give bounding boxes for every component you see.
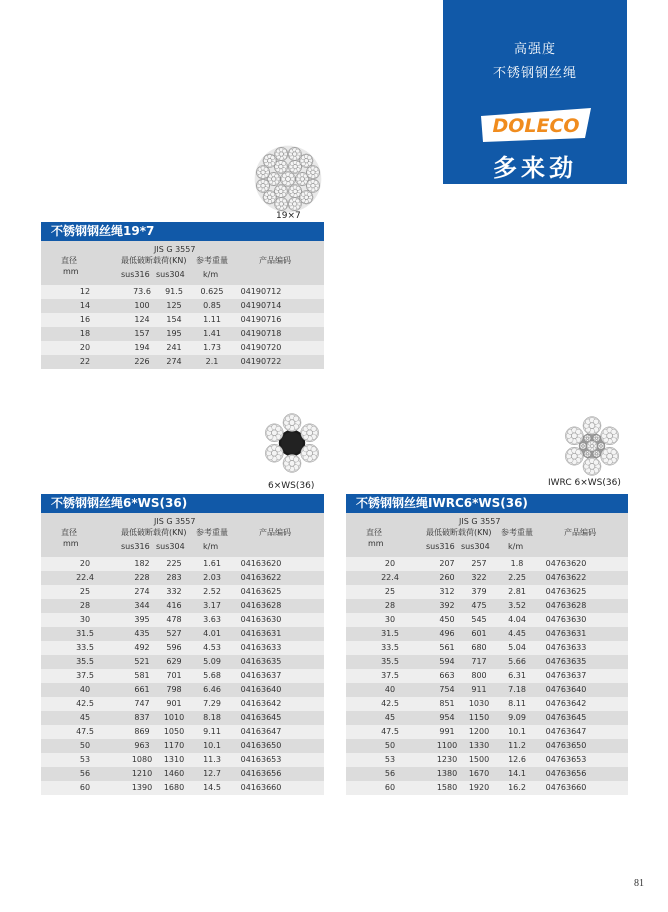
table-cell: 37.5 — [381, 671, 399, 680]
table-cell: 594 — [439, 657, 455, 666]
table-row — [41, 767, 324, 781]
table-row — [41, 781, 324, 795]
table-cell: 225 — [166, 559, 182, 568]
rope-caption-19x7: 19×7 — [276, 211, 301, 221]
table-cell: 124 — [134, 315, 150, 324]
table-cell: 22 — [79, 357, 91, 366]
table-cell: 1.11 — [203, 315, 221, 324]
table-6xws36 — [41, 494, 324, 795]
header-weight: 参考重量 — [501, 528, 533, 537]
table-cell: 274 — [134, 587, 150, 596]
table-row — [346, 725, 628, 739]
table-row — [41, 585, 324, 599]
table-cell: 04190716 — [240, 315, 282, 324]
header-diameter: 直径 — [61, 528, 77, 537]
table-cell: 53 — [384, 755, 396, 764]
table-row — [346, 739, 628, 753]
table-cell: 661 — [134, 685, 150, 694]
header-standard: JIS G 3557 — [154, 517, 196, 526]
table-cell: 31.5 — [381, 629, 399, 638]
table-cell: 450 — [439, 615, 455, 624]
table-cell: 344 — [134, 601, 150, 610]
table-cell: 04163637 — [240, 671, 282, 680]
rope-iwrc6xws36-cross-section-icon — [562, 416, 622, 476]
table-cell: 31.5 — [76, 629, 94, 638]
table-cell: 04163647 — [240, 727, 282, 736]
table-header — [41, 513, 324, 557]
table-cell: 379 — [471, 587, 487, 596]
table-cell: 04763631 — [545, 629, 587, 638]
table-cell: 04763642 — [545, 699, 587, 708]
table-cell: 04763635 — [545, 657, 587, 666]
table-cell: 257 — [471, 559, 487, 568]
table-row — [41, 285, 324, 299]
table-cell: 496 — [439, 629, 455, 638]
table-cell: 5.09 — [203, 657, 221, 666]
header-sus316: sus316 — [121, 270, 150, 279]
table-cell: 798 — [166, 685, 182, 694]
table-cell: 5.66 — [508, 657, 526, 666]
table-row — [346, 669, 628, 683]
table-cell: 11.3 — [203, 755, 221, 764]
table-cell: 1200 — [468, 727, 490, 736]
header-weight: 参考重量 — [196, 528, 228, 537]
table-cell: 1150 — [468, 713, 490, 722]
table-row — [346, 753, 628, 767]
table-cell: 53 — [79, 755, 91, 764]
table-cell: 1680 — [163, 783, 185, 792]
table-cell: 475 — [471, 601, 487, 610]
table-row — [346, 711, 628, 725]
table-cell: 04190720 — [240, 343, 282, 352]
table-cell: 1380 — [436, 769, 458, 778]
table-cell: 545 — [471, 615, 487, 624]
header-weight: 参考重量 — [196, 256, 228, 265]
header-product-code: 产品编码 — [564, 528, 596, 537]
header-weight-unit: k/m — [203, 270, 219, 279]
header-sus304: sus304 — [461, 542, 490, 551]
table-cell: 25 — [384, 587, 396, 596]
table-cell: 332 — [166, 587, 182, 596]
header-breaking-load: 最低破断载荷(KN) — [121, 528, 187, 537]
table-cell: 1460 — [163, 769, 185, 778]
table-cell: 1920 — [468, 783, 490, 792]
table-row — [41, 557, 324, 571]
table-cell: 04763620 — [545, 559, 587, 568]
table-cell: 1210 — [131, 769, 153, 778]
table-cell: 35.5 — [381, 657, 399, 666]
table-cell: 04163653 — [240, 755, 282, 764]
brand-tagline-2: 不锈钢钢丝绳 — [492, 66, 577, 81]
table-cell: 28 — [79, 601, 91, 610]
table-cell: 1310 — [163, 755, 185, 764]
table-body — [41, 285, 324, 369]
table-cell: 3.17 — [203, 601, 221, 610]
header-sus304: sus304 — [156, 270, 185, 279]
table-cell: 30 — [384, 615, 396, 624]
table-cell: 869 — [134, 727, 150, 736]
rope-caption-iwrc6xws36: IWRC 6×WS(36) — [548, 478, 621, 488]
table-iwrc6xws36 — [346, 494, 628, 795]
table-cell: 226 — [134, 357, 150, 366]
table-19x7 — [41, 222, 324, 369]
table-cell: 42.5 — [381, 699, 399, 708]
table-row — [41, 341, 324, 355]
table-cell: 851 — [439, 699, 455, 708]
table-cell: 33.5 — [76, 643, 94, 652]
table-cell: 1100 — [436, 741, 458, 750]
brand-name-cn: 多来劲 — [493, 154, 577, 182]
table-cell: 47.5 — [381, 727, 399, 736]
table-row — [346, 641, 628, 655]
table-body — [41, 557, 324, 795]
header-sus304: sus304 — [156, 542, 185, 551]
table-cell: 2.25 — [508, 573, 526, 582]
table-cell: 2.81 — [508, 587, 526, 596]
table-cell: 04163628 — [240, 601, 282, 610]
table-cell: 04163650 — [240, 741, 282, 750]
header-product-code: 产品编码 — [259, 528, 291, 537]
table-header — [346, 513, 628, 557]
table-cell: 35.5 — [76, 657, 94, 666]
table-cell: 194 — [134, 343, 150, 352]
table-cell: 04163630 — [240, 615, 282, 624]
table-cell: 1230 — [436, 755, 458, 764]
table-cell: 12.6 — [508, 755, 526, 764]
table-cell: 50 — [79, 741, 91, 750]
table-cell: 717 — [471, 657, 487, 666]
table-row — [41, 327, 324, 341]
table-cell: 561 — [439, 643, 455, 652]
table-row — [346, 585, 628, 599]
table-row — [41, 739, 324, 753]
table-cell: 125 — [166, 301, 182, 310]
table-cell: 11.2 — [508, 741, 526, 750]
table-cell: 04163625 — [240, 587, 282, 596]
table-row — [346, 767, 628, 781]
table-cell: 04163622 — [240, 573, 282, 582]
table-cell: 1500 — [468, 755, 490, 764]
table-cell: 521 — [134, 657, 150, 666]
table-cell: 1050 — [163, 727, 185, 736]
table-cell: 601 — [471, 629, 487, 638]
header-breaking-load: 最低破断载荷(KN) — [121, 256, 187, 265]
page-number: 81 — [634, 878, 644, 889]
table-cell: 2.52 — [203, 587, 221, 596]
table-cell: 04163640 — [240, 685, 282, 694]
header-product-code: 产品编码 — [259, 256, 291, 265]
header-weight-unit: k/m — [203, 542, 219, 551]
header-diameter-unit: mm — [368, 539, 384, 548]
table-cell: 747 — [134, 699, 150, 708]
table-cell: 478 — [166, 615, 182, 624]
table-body — [346, 557, 628, 795]
brand-tagline-1: 高强度 — [513, 42, 556, 57]
table-cell: 04763645 — [545, 713, 587, 722]
table-cell: 800 — [471, 671, 487, 680]
table-cell: 963 — [134, 741, 150, 750]
table-row — [41, 655, 324, 669]
table-cell: 1080 — [131, 755, 153, 764]
table-cell: 312 — [439, 587, 455, 596]
table-cell: 1.8 — [510, 559, 524, 568]
table-cell: 20 — [384, 559, 396, 568]
table-cell: 60 — [384, 783, 396, 792]
table-row — [41, 753, 324, 767]
table-cell: 14 — [79, 301, 91, 310]
table-cell: 45 — [79, 713, 91, 722]
table-cell: 20 — [79, 343, 91, 352]
table-cell: 04163656 — [240, 769, 282, 778]
table-cell: 91.5 — [165, 287, 183, 296]
table-cell: 04163642 — [240, 699, 282, 708]
table-cell: 8.11 — [508, 699, 526, 708]
table-cell: 16 — [79, 315, 91, 324]
table-cell: 527 — [166, 629, 182, 638]
table-cell: 701 — [166, 671, 182, 680]
table-cell: 0.85 — [203, 301, 221, 310]
table-cell: 04763647 — [545, 727, 587, 736]
table-cell: 0.625 — [200, 287, 224, 296]
table-cell: 581 — [134, 671, 150, 680]
table-cell: 22.4 — [381, 573, 399, 582]
table-cell: 56 — [384, 769, 396, 778]
table-cell: 04763625 — [545, 587, 587, 596]
table-cell: 3.52 — [508, 601, 526, 610]
table-cell: 195 — [166, 329, 182, 338]
table-cell: 4.04 — [508, 615, 526, 624]
header-weight-unit: k/m — [508, 542, 524, 551]
table-cell: 274 — [166, 357, 182, 366]
table-cell: 16.2 — [508, 783, 526, 792]
table-cell: 04763660 — [545, 783, 587, 792]
table-cell: 2.03 — [203, 573, 221, 582]
table-cell: 73.6 — [133, 287, 151, 296]
rope-caption-6xws36: 6×WS(36) — [268, 481, 315, 491]
table-cell: 991 — [439, 727, 455, 736]
table-cell: 663 — [439, 671, 455, 680]
table-cell: 50 — [384, 741, 396, 750]
header-diameter: 直径 — [61, 256, 77, 265]
table-cell: 3.63 — [203, 615, 221, 624]
header-standard: JIS G 3557 — [154, 245, 196, 254]
table-cell: 20 — [79, 559, 91, 568]
table-cell: 9.09 — [508, 713, 526, 722]
table-cell: 28 — [384, 601, 396, 610]
table-row — [41, 571, 324, 585]
table-cell: 1.73 — [203, 343, 221, 352]
table-row — [346, 655, 628, 669]
brand-panel — [443, 0, 627, 184]
table-cell: 12 — [79, 287, 91, 296]
table-cell: 228 — [134, 573, 150, 582]
table-row — [346, 781, 628, 795]
table-row — [41, 697, 324, 711]
table-cell: 1330 — [468, 741, 490, 750]
table-cell: 207 — [439, 559, 455, 568]
table-cell: 10.1 — [203, 741, 221, 750]
table-row — [346, 697, 628, 711]
table-cell: 283 — [166, 573, 182, 582]
table-row — [41, 299, 324, 313]
table-cell: 04163635 — [240, 657, 282, 666]
table-cell: 04163660 — [240, 783, 282, 792]
table-cell: 7.29 — [203, 699, 221, 708]
table-cell: 7.18 — [508, 685, 526, 694]
table-cell: 435 — [134, 629, 150, 638]
table-cell: 60 — [79, 783, 91, 792]
table-cell: 322 — [471, 573, 487, 582]
table-row — [41, 669, 324, 683]
table-cell: 395 — [134, 615, 150, 624]
table-cell: 33.5 — [381, 643, 399, 652]
table-cell: 6.46 — [203, 685, 221, 694]
table-cell: 629 — [166, 657, 182, 666]
table-row — [41, 627, 324, 641]
table-cell: 4.45 — [508, 629, 526, 638]
table-cell: 4.01 — [203, 629, 221, 638]
table-cell: 392 — [439, 601, 455, 610]
table-cell: 04190718 — [240, 329, 282, 338]
table-cell: 04763630 — [545, 615, 587, 624]
table-cell: 1390 — [131, 783, 153, 792]
table-cell: 901 — [166, 699, 182, 708]
table-cell: 157 — [134, 329, 150, 338]
table-cell: 45 — [384, 713, 396, 722]
table-cell: 56 — [79, 769, 91, 778]
table-cell: 14.5 — [203, 783, 221, 792]
table-cell: 1.41 — [203, 329, 221, 338]
table-cell: 1030 — [468, 699, 490, 708]
table-row — [41, 355, 324, 369]
table-cell: 9.11 — [203, 727, 221, 736]
table-cell: 04163620 — [240, 559, 282, 568]
header-sus316: sus316 — [121, 542, 150, 551]
table-cell: 2.1 — [205, 357, 219, 366]
table-row — [346, 571, 628, 585]
table-cell: 754 — [439, 685, 455, 694]
table-title: 不锈钢钢丝绳19*7 — [41, 222, 324, 241]
table-cell: 04763633 — [545, 643, 587, 652]
table-cell: 04763622 — [545, 573, 587, 582]
table-cell: 1170 — [163, 741, 185, 750]
header-diameter-unit: mm — [63, 539, 79, 548]
rope-6xws36-cross-section-icon — [262, 413, 322, 473]
table-cell: 12.7 — [203, 769, 221, 778]
table-cell: 18 — [79, 329, 91, 338]
table-header — [41, 241, 324, 285]
table-cell: 154 — [166, 315, 182, 324]
table-cell: 182 — [134, 559, 150, 568]
table-cell: 4.53 — [203, 643, 221, 652]
table-cell: 40 — [384, 685, 396, 694]
table-row — [41, 683, 324, 697]
table-cell: 1010 — [163, 713, 185, 722]
table-cell: 04763637 — [545, 671, 587, 680]
table-cell: 492 — [134, 643, 150, 652]
table-row — [41, 641, 324, 655]
table-cell: 04190722 — [240, 357, 282, 366]
table-cell: 954 — [439, 713, 455, 722]
table-cell: 25 — [79, 587, 91, 596]
table-title: 不锈钢钢丝绳IWRC6*WS(36) — [346, 494, 628, 513]
table-row — [41, 313, 324, 327]
table-cell: 260 — [439, 573, 455, 582]
table-cell: 04763628 — [545, 601, 587, 610]
header-standard: JIS G 3557 — [459, 517, 501, 526]
table-cell: 100 — [134, 301, 150, 310]
table-cell: 37.5 — [76, 671, 94, 680]
table-cell: 10.1 — [508, 727, 526, 736]
table-cell: 04763640 — [545, 685, 587, 694]
table-cell: 596 — [166, 643, 182, 652]
table-cell: 04190714 — [240, 301, 282, 310]
table-cell: 04163631 — [240, 629, 282, 638]
table-cell: 04163633 — [240, 643, 282, 652]
table-cell: 241 — [166, 343, 182, 352]
table-cell: 1580 — [436, 783, 458, 792]
table-cell: 04763650 — [545, 741, 587, 750]
table-row — [346, 557, 628, 571]
table-row — [346, 627, 628, 641]
table-cell: 680 — [471, 643, 487, 652]
table-cell: 04190712 — [240, 287, 282, 296]
logo-text: DOLECO — [492, 115, 580, 137]
table-cell: 5.04 — [508, 643, 526, 652]
table-cell: 04763656 — [545, 769, 587, 778]
table-cell: 5.68 — [203, 671, 221, 680]
table-row — [41, 599, 324, 613]
table-cell: 6.31 — [508, 671, 526, 680]
table-row — [41, 725, 324, 739]
header-diameter: 直径 — [366, 528, 382, 537]
table-row — [346, 683, 628, 697]
table-cell: 1670 — [468, 769, 490, 778]
table-cell: 911 — [471, 685, 487, 694]
header-breaking-load: 最低破断载荷(KN) — [426, 528, 492, 537]
table-row — [346, 599, 628, 613]
table-cell: 1.61 — [203, 559, 221, 568]
doleco-logo — [481, 108, 591, 146]
table-title: 不锈钢钢丝绳6*WS(36) — [41, 494, 324, 513]
header-diameter-unit: mm — [63, 267, 79, 276]
table-cell: 14.1 — [508, 769, 526, 778]
table-cell: 40 — [79, 685, 91, 694]
table-cell: 837 — [134, 713, 150, 722]
rope-19x7-cross-section-icon — [254, 145, 322, 213]
table-row — [41, 711, 324, 725]
table-cell: 42.5 — [76, 699, 94, 708]
table-row — [346, 613, 628, 627]
table-cell: 04163645 — [240, 713, 282, 722]
header-sus316: sus316 — [426, 542, 455, 551]
table-cell: 30 — [79, 615, 91, 624]
table-cell: 8.18 — [203, 713, 221, 722]
table-cell: 04763653 — [545, 755, 587, 764]
table-cell: 416 — [166, 601, 182, 610]
table-row — [41, 613, 324, 627]
table-cell: 22.4 — [76, 573, 94, 582]
table-cell: 47.5 — [76, 727, 94, 736]
